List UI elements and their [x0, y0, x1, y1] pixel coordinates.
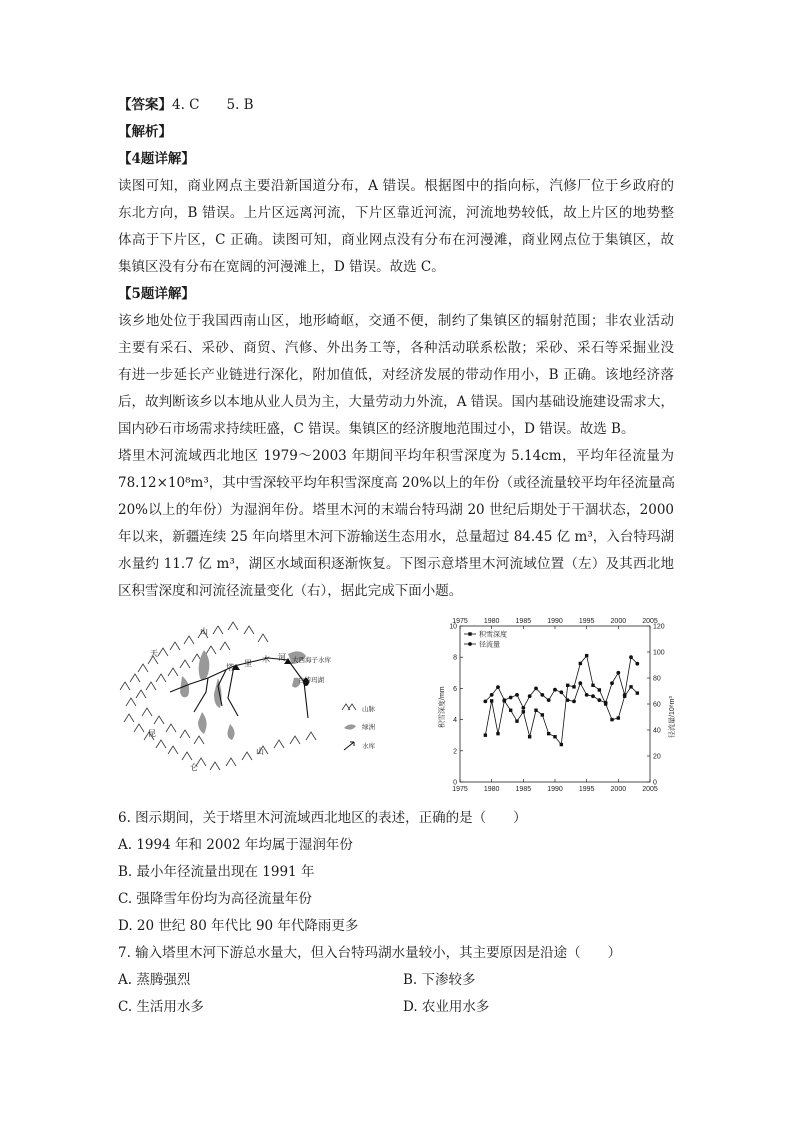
y-right-tick-label: 120 — [653, 623, 665, 631]
map-label: 河 — [278, 653, 286, 662]
q6-option-a: A. 1994 年和 2002 年均属于湿润年份 — [118, 837, 353, 853]
q6-option-b: B. 最小年径流量出现在 1991 年 — [118, 864, 315, 880]
plot-frame — [460, 626, 650, 782]
q4-tag: 【4题详解】 — [118, 151, 195, 167]
answer-tag: 【答案】 — [118, 97, 172, 113]
runoff-point — [515, 693, 519, 697]
x-tick-label: 1990 — [547, 786, 563, 793]
q5-line: 有进一步延长产业链进行深化，附加值低，对经济发展的带动作用小，B 正确。该地经济落 — [118, 367, 674, 383]
legend-label-mountain: 山脉 — [362, 706, 375, 713]
runoff-point — [591, 694, 595, 698]
runoff-point — [534, 687, 538, 691]
snow-depth-point — [534, 709, 537, 712]
runoff-point — [578, 681, 582, 685]
snow-depth-point — [572, 685, 575, 688]
runoff-point — [572, 700, 576, 704]
q4-line: 集镇区没有分布在宽阔的河漫滩上，D 错误。故选 C。 — [118, 259, 445, 275]
runoff-point — [509, 696, 513, 700]
runoff-point — [585, 693, 589, 697]
x-tick-label: 2000 — [610, 786, 627, 793]
runoff-point — [540, 693, 544, 697]
x-top-tick-label: 2005 — [642, 618, 658, 625]
snow-depth-point — [585, 654, 588, 657]
snow-depth-point — [496, 732, 499, 735]
answer-text: 4. C 5. B — [172, 97, 254, 113]
q4-line: 读图可知，商业网点主要沿新国道分布，A 错误。根据图中的指向标，汽修厂位于乡政府的 — [118, 178, 674, 194]
legend-marker-runoff — [468, 642, 472, 646]
snow-runoff-chart — [438, 610, 678, 802]
y-axis-left-label: 积雪深度/mm — [439, 686, 446, 728]
x-tick-label: 1995 — [578, 786, 595, 793]
snow-depth-point — [522, 710, 525, 713]
y-left-tick-label: 4 — [453, 717, 457, 725]
q5-tag: 【5题详解】 — [118, 286, 195, 302]
snow-depth-point — [617, 716, 620, 719]
runoff-point — [604, 701, 608, 705]
snow-depth-point — [528, 735, 531, 738]
legend-marker-snow — [468, 632, 471, 635]
snow-depth-point — [515, 719, 518, 722]
chart-legend — [464, 630, 507, 649]
snow-depth-point — [541, 713, 544, 716]
legend-label-reservoir: 水库 — [362, 743, 375, 750]
runoff-point — [616, 671, 620, 675]
runoff-point — [490, 693, 494, 697]
q7-stem: 7. 输入塔里木河下游总水量大，但入台特玛湖水量较小，其主要原因是沿途（ ） — [118, 945, 622, 961]
q5-line: 该乡地处位于我国西南山区，地形崎岖，交通不便，制约了集镇区的辐射范围；非农业活动 — [118, 313, 674, 329]
runoff-point — [483, 700, 487, 704]
snow-depth-point — [579, 662, 582, 665]
material-line: 区积雪深度和河流径流量变化（右），据此完成下面小题。 — [118, 583, 463, 599]
map-label: 山 — [256, 747, 264, 756]
y-axis-right-label: 径流量/10⁸m³ — [669, 696, 676, 738]
x-top-tick-label: 1990 — [547, 618, 563, 625]
material-line: 78.12×10⁸m³，其中雪深较平均年积雪深度高 20%以上的年份（或径流量较平均年径流量高 — [118, 475, 676, 491]
y-left-tick-label: 2 — [453, 748, 457, 756]
snow-depth-point — [591, 684, 594, 687]
tarim-location-map — [118, 620, 398, 780]
y-left-tick-label: 0 — [453, 779, 457, 787]
x-top-tick-label: 1985 — [515, 618, 532, 625]
snow-depth-point — [610, 718, 613, 721]
runoff-point — [629, 655, 633, 659]
y-right-tick-label: 0 — [653, 779, 657, 787]
series-line-snow-depth — [485, 656, 637, 745]
x-top-tick-label: 1980 — [483, 618, 500, 625]
runoff-point — [528, 694, 532, 698]
snow-depth-point — [547, 732, 550, 735]
legend-label-snow: 积雪深度 — [479, 631, 507, 639]
x-top-tick-label: 2000 — [610, 618, 627, 625]
q6-option-d: D. 20 世纪 80 年代比 90 年代降雨更多 — [118, 918, 359, 934]
q6-option-c: C. 强降雪年份均为高径流量年份 — [118, 891, 312, 907]
q7-option-a: A. 蒸腾强烈 — [118, 972, 191, 988]
y-left-tick-label: 6 — [453, 685, 457, 693]
snow-depth-point — [553, 735, 556, 738]
map-label: 塔 — [226, 663, 234, 672]
snow-depth-point — [598, 688, 601, 691]
y-right-tick-label: 80 — [653, 675, 661, 683]
map-legend — [342, 704, 376, 750]
map-label: 天 — [150, 649, 158, 658]
runoff-point — [521, 706, 525, 710]
snow-depth-point — [484, 734, 487, 737]
oasis-legend-icon — [344, 724, 356, 729]
q7-option-c: C. 生活用水多 — [118, 999, 204, 1015]
material-line: 20%以上的年份）为湿润年份。塔里木河的末端台特玛湖 20 世纪后期处于干涸状态，2000 — [118, 502, 674, 518]
snow-depth-point — [566, 684, 569, 687]
y-right-tick-label: 100 — [653, 649, 665, 657]
y-right-tick-label: 40 — [653, 727, 661, 735]
analysis-tag: 【解析】 — [118, 124, 172, 140]
q7-option-b: B. 下渗较多 — [403, 972, 476, 988]
runoff-point — [547, 698, 551, 702]
y-right-tick-label: 60 — [653, 701, 661, 709]
runoff-point — [610, 681, 614, 685]
x-tick-label: 1975 — [452, 786, 468, 793]
runoff-point — [623, 693, 627, 697]
q5-line: 主要有采石、采砂、商贸、汽修、外出务工等，各种活动联系松散；采砂、采石等采掘业没 — [118, 340, 674, 356]
x-tick-label: 1980 — [483, 786, 500, 793]
series-line-runoff — [485, 657, 637, 708]
y-left-tick-label: 8 — [453, 654, 457, 662]
snow-depth-point — [509, 709, 512, 712]
runoff-point — [502, 698, 506, 702]
x-tick-label: 1985 — [515, 786, 532, 793]
material-line: 年以来，新疆连续 25 年向塔里木河下游输送生态用水，总量超过 84.45 亿 m³，入台特玛湖 — [118, 529, 674, 545]
snow-depth-point — [560, 743, 563, 746]
snow-depth-point — [629, 685, 632, 688]
q4-line: 体高于下片区，C 正确。读图可知，商业网点没有分布在河漫滩，商业网点位于集镇区，故 — [118, 232, 674, 248]
map-label: 山 — [200, 627, 208, 636]
map-label: 里 — [244, 659, 252, 668]
river-network — [170, 658, 308, 718]
q6-stem: 6. 图示期间，关于塔里木河流域西北地区的表述，正确的是（ ） — [118, 810, 527, 826]
runoff-point — [496, 685, 500, 689]
runoff-point — [597, 698, 601, 702]
map-label: 昆 — [148, 729, 156, 738]
y-right-tick-label: 20 — [653, 753, 661, 761]
map-label: 木 — [262, 655, 270, 664]
map-label: 大西海子水库 — [292, 657, 331, 664]
x-tick-label: 2005 — [642, 786, 658, 793]
legend-label-oasis: 绿洲 — [362, 724, 375, 731]
material-line: 水量约 11.7 亿 m³，湖区水域面积逐渐恢复。下图示意塔里木河流域位置（左）及其西北地 — [118, 556, 674, 572]
runoff-point — [566, 698, 570, 702]
q5-line: 国内砂石市场需求持续旺盛，C 错误。集镇区的经济腹地范围过小，D 错误。故选 B。 — [118, 421, 635, 437]
mountain-legend-icon — [342, 704, 356, 710]
map-label: 台特玛湖 — [298, 677, 324, 684]
snow-depth-point — [636, 691, 639, 694]
reservoir-legend-icon — [344, 742, 354, 750]
q4-line: 东北方向，B 错误。上片区远离河流，下片区靠近河流，河流地势较低，故上片区的地势整 — [118, 205, 674, 221]
legend-label-runoff: 径流量 — [479, 641, 500, 649]
y-left-tick-label: 10 — [449, 623, 457, 631]
q5-line: 后，故判断该乡以本地从业人员为主，大量劳动力外流，A 错误。国内基础设施建设需求大， — [118, 394, 674, 410]
runoff-point — [559, 690, 563, 694]
x-top-tick-label: 1995 — [578, 618, 595, 625]
x-top-tick-label: 1975 — [452, 618, 468, 625]
snow-depth-point — [490, 699, 493, 702]
answer-line — [118, 95, 254, 115]
runoff-point — [553, 688, 557, 692]
runoff-point — [635, 662, 639, 666]
material-line: 塔里木河流域西北地区 1979～2003 年期间平均年积雪深度为 5.14cm，平均年径流量为 — [118, 448, 674, 464]
map-label: 仑 — [190, 763, 198, 772]
q7-option-d: D. 农业用水多 — [403, 999, 490, 1015]
